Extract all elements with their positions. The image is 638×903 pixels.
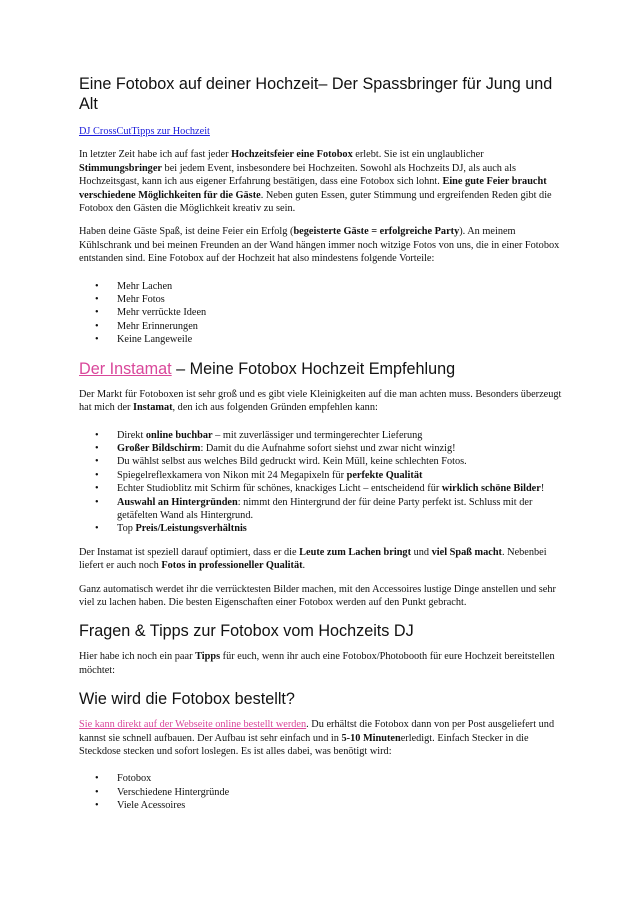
heading-text: – Meine Fotobox Hochzeit Empfehlung bbox=[171, 359, 456, 378]
bullet-icon: • bbox=[95, 456, 99, 468]
instamat-paragraph bbox=[79, 546, 569, 573]
text: , den ich aus folgenden Gründen empfehlen kann: bbox=[172, 402, 378, 414]
list-item-text: Verschiedene Hintergründe bbox=[117, 786, 230, 798]
bullet-icon: • bbox=[95, 307, 99, 319]
list-item bbox=[79, 293, 569, 306]
list-item-text: Fotobox bbox=[117, 773, 152, 785]
text: bei jedem Event, insbesondere bei Hochzeiten. Sowohl als Hochzeits DJ, als auch als Hochzeitsgast, kann ich aus eigener Erfahrung bestätigen, dass eine Fotobox sich lohnt. bbox=[79, 162, 516, 188]
emphasis: Auswahl an Hintergründen bbox=[117, 496, 238, 508]
intro-paragraph bbox=[79, 148, 569, 215]
text: und bbox=[411, 546, 432, 558]
text: Direkt bbox=[117, 429, 146, 441]
emphasis: Eine gute Feier braucht verschiedene Möglichkeiten für die Gäste bbox=[79, 176, 547, 201]
list-item bbox=[79, 469, 569, 482]
automatic-paragraph: Ganz automatisch werdet ihr die verrücktesten Bilder machen, mit den Accessoires lustige Dinge anstellen und sehr viel zu lachen haben. Die besten Eigenschaften einer Fotobox werden auf den Punkt gebracht. bbox=[79, 583, 556, 608]
emphasis: Fotos in professioneller Qualität bbox=[161, 560, 303, 572]
bullet-icon: • bbox=[95, 523, 99, 535]
text: Der Markt für Fotoboxen ist sehr groß und es gibt viele Kleinigkeiten auf die man achten muss. Besonders überzeugt hat mich der bbox=[79, 388, 562, 414]
list-item bbox=[79, 455, 569, 468]
list-item bbox=[79, 320, 569, 333]
benefits-paragraph bbox=[79, 225, 569, 265]
advantages-list bbox=[79, 280, 569, 347]
list-item-text: Keine Langeweile bbox=[117, 334, 193, 346]
text: erledigt. Einfach Stecker in die Steckdose stecken und sofort loslegen. Es ist alles dabei, was benötigt wird: bbox=[79, 732, 529, 757]
emphasis: Leute zum Lachen bringt bbox=[299, 546, 412, 558]
bullet-icon: • bbox=[95, 469, 99, 481]
tips-paragraph bbox=[79, 650, 569, 677]
text: : nimmt den Hintergrund der für deine Party perfekt ist. Schluss mit der getäfelten Wand als Hintergrund. bbox=[117, 496, 533, 521]
bullet-icon: • bbox=[95, 786, 99, 798]
list-item-text: Mehr verrückte Ideen bbox=[117, 307, 207, 319]
text: . Nebenbei liefert er auch noch bbox=[79, 546, 547, 572]
bullet-icon: • bbox=[95, 320, 99, 332]
emphasis: Instamat bbox=[133, 402, 173, 414]
emphasis: viel Spaß macht bbox=[431, 546, 502, 558]
list-item-text: Mehr Erinnerungen bbox=[117, 320, 198, 332]
list-item bbox=[79, 522, 569, 535]
text: In letzter Zeit habe ich auf fast jeder bbox=[79, 149, 232, 161]
bullet-icon: • bbox=[95, 496, 99, 508]
bullet-icon: • bbox=[95, 442, 99, 454]
section-heading-order: Wie wird die Fotobox bestellt? bbox=[79, 690, 295, 709]
text: . Neben guten Essen, guter Stimmung und ergreifenden Reden gibt die Fotobox den Gästen die Möglichkeit kreativ zu sein. bbox=[79, 189, 552, 215]
section-heading-instamat bbox=[79, 359, 569, 379]
text: ! bbox=[540, 483, 545, 495]
breadcrumb bbox=[79, 125, 569, 138]
instamat-link[interactable]: Der Instamat bbox=[79, 359, 172, 378]
bullet-icon: • bbox=[95, 280, 99, 292]
emphasis: begeisterte Gäste = erfolgreiche Party bbox=[293, 226, 460, 238]
list-item bbox=[79, 772, 569, 785]
text: Du wählst selbst aus welches Bild gedruckt wird. Kein Müll, keine schlechten Fotos. bbox=[117, 456, 467, 468]
text: ). An meinem Kühlschrank und bei meinen Freunden an der Wand hängen immer noch witzige Fotos von uns, die in einer Fotobox entstanden sind. Eine Fotobox auf der Hochzeit hat also mindestens folgende Vorteile: bbox=[79, 226, 560, 265]
text: Der Instamat ist speziell darauf optimiert, dass er die bbox=[79, 546, 300, 558]
text: erlebt. Sie ist ein unglaublicher bbox=[352, 149, 484, 161]
bullet-icon: • bbox=[95, 773, 99, 785]
section-heading-tips: Fragen & Tipps zur Fotobox vom Hochzeits DJ bbox=[79, 622, 414, 641]
page-title: Eine Fotobox auf deiner Hochzeit– Der Spassbringer für Jung und Alt bbox=[79, 75, 553, 113]
text: . Du erhältst die Fotobox dann von per Post ausgeliefert und kannst sie schnell aufbauen. Der Aufbau ist sehr einfach und in bbox=[79, 719, 555, 744]
text: Hier habe ich noch ein paar bbox=[79, 651, 196, 663]
list-item-text: Mehr Lachen bbox=[117, 280, 173, 292]
text: : Damit du die Aufnahme sofort siehst und zwar nicht winzig! bbox=[200, 442, 456, 454]
list-item bbox=[79, 333, 569, 346]
bullet-icon: • bbox=[95, 294, 99, 306]
list-item bbox=[79, 799, 569, 812]
text: für euch, wenn ihr auch eine Fotobox/Photobooth für eure Hochzeit bereitstellen möchtet: bbox=[79, 651, 555, 676]
order-online-link[interactable]: Sie kann direkt auf der Webseite online bestellt werden bbox=[79, 719, 307, 731]
emphasis: perfekte Qualität bbox=[346, 469, 423, 481]
list-item bbox=[79, 280, 569, 293]
reasons-list bbox=[79, 429, 569, 536]
included-list bbox=[79, 772, 569, 812]
list-item bbox=[79, 442, 569, 455]
text: – mit zuverlässiger und termingerechter Lieferung bbox=[212, 429, 423, 441]
order-paragraph bbox=[79, 718, 569, 758]
list-item bbox=[79, 306, 569, 319]
emphasis: 5-10 Minuten bbox=[341, 732, 401, 744]
emphasis: Stimmungsbringer bbox=[79, 162, 162, 174]
emphasis: Hochzeitsfeier eine Fotobox bbox=[231, 149, 353, 161]
bullet-icon: • bbox=[95, 334, 99, 346]
list-item bbox=[79, 429, 569, 442]
breadcrumb-link-dj-crosscut[interactable]: DJ CrossCut bbox=[79, 126, 132, 137]
list-item bbox=[79, 482, 569, 495]
text: Haben deine Gäste Spaß, ist deine Feier ein Erfolg ( bbox=[79, 226, 294, 238]
emphasis: online buchbar bbox=[145, 429, 213, 441]
emphasis: Tipps bbox=[195, 651, 221, 663]
document-page bbox=[79, 74, 569, 823]
emphasis: Großer Bildschirm bbox=[117, 442, 201, 454]
market-paragraph bbox=[79, 388, 569, 415]
list-item-text: Viele Acessoires bbox=[117, 800, 186, 812]
text: Echter Studioblitz mit Schirm für schönes, knackiges Licht – entscheidend für bbox=[117, 483, 442, 495]
list-item-text: Mehr Fotos bbox=[117, 294, 165, 306]
emphasis: wirklich schöne Bilder bbox=[441, 483, 541, 495]
bullet-icon: • bbox=[95, 800, 99, 812]
list-item bbox=[79, 786, 569, 799]
breadcrumb-link-tipps-hochzeit[interactable]: Tipps zur Hochzeit bbox=[131, 126, 210, 137]
list-item bbox=[79, 496, 569, 523]
bullet-icon: • bbox=[95, 483, 99, 495]
text: Spiegelreflexkamera von Nikon mit 24 Megapixeln für bbox=[117, 469, 347, 481]
text: Top bbox=[117, 523, 136, 535]
bullet-icon: • bbox=[95, 429, 99, 441]
text: . bbox=[302, 560, 306, 572]
emphasis: Preis/Leistungsverhältnis bbox=[135, 523, 247, 535]
